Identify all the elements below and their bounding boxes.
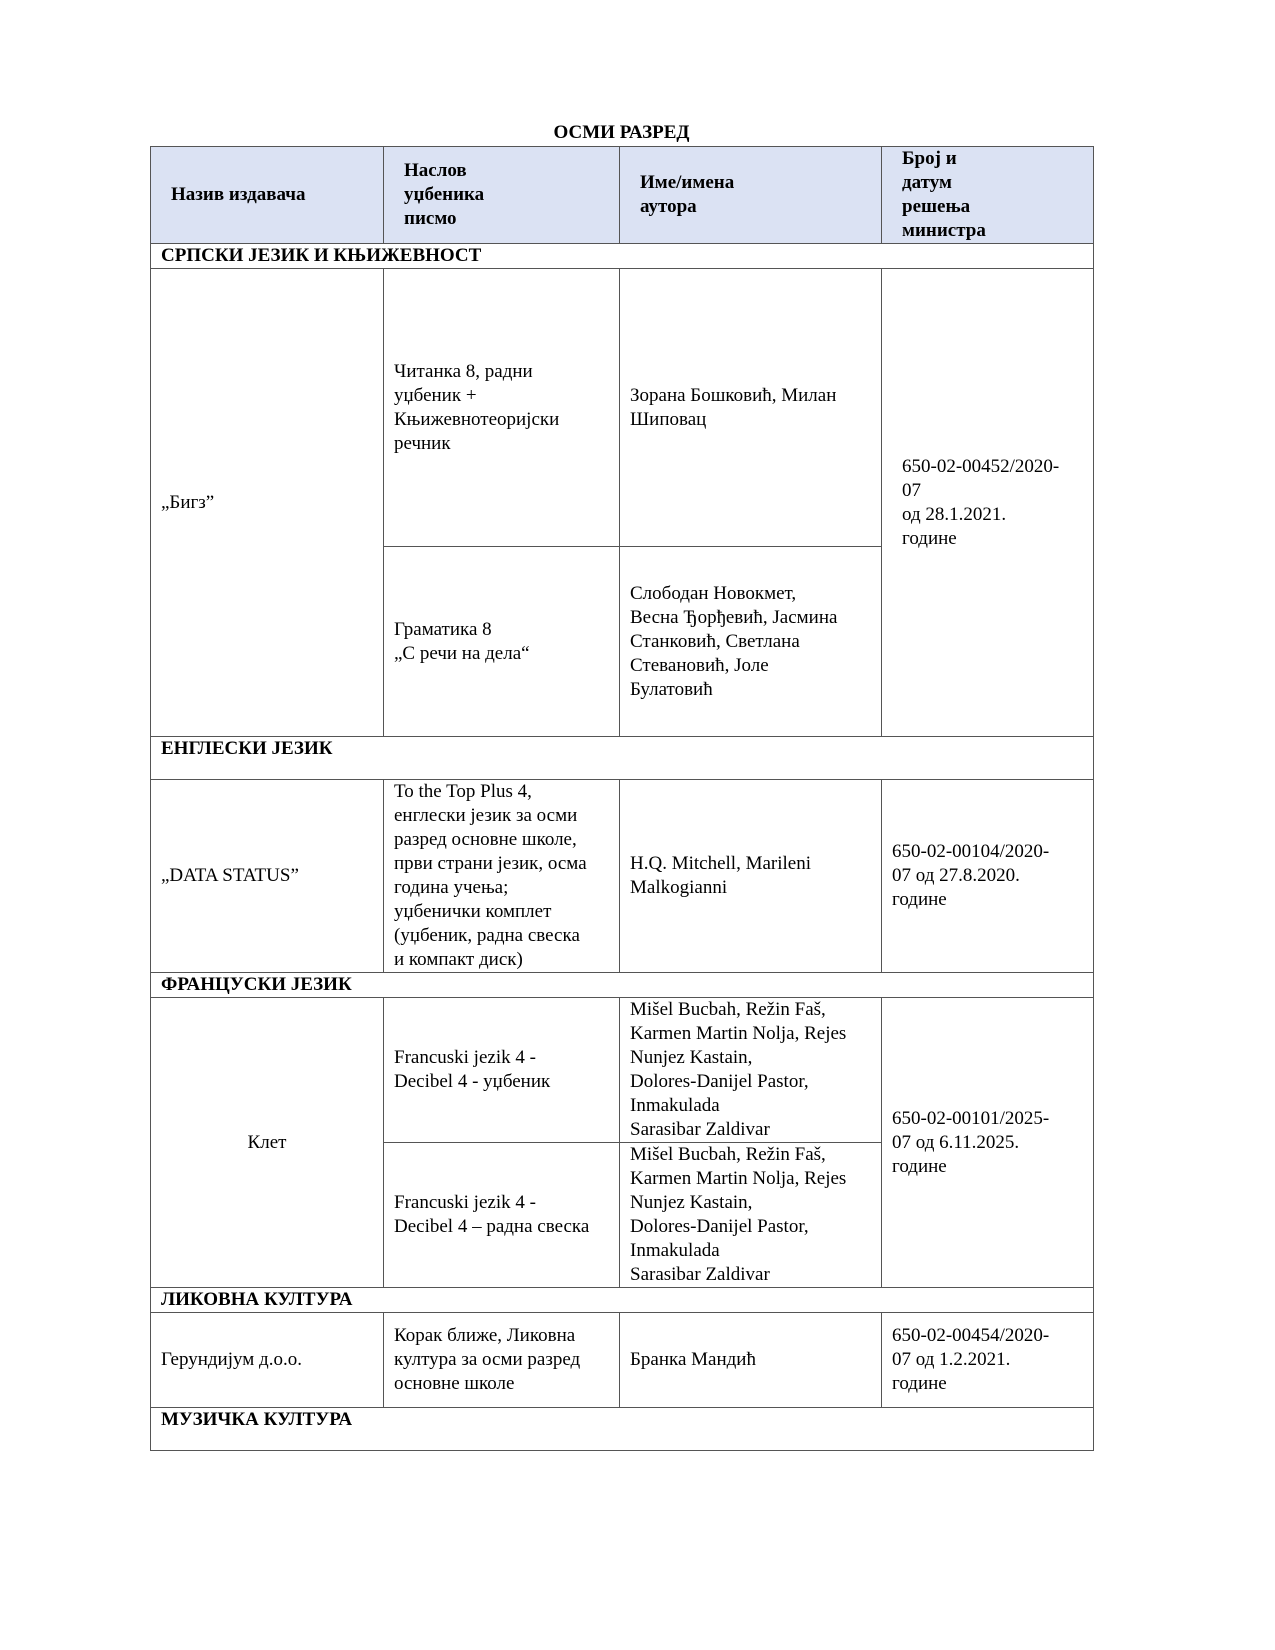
book-cell: Граматика 8 „С речи на дела“ [384,547,620,737]
decision-cell: 650-02-00104/2020- 07 од 27.8.2020. године [882,780,1094,973]
table-row [151,1313,1094,1408]
publisher-cell: Герундијум д.о.о. [151,1313,384,1408]
publisher-cell: Клет [151,998,384,1288]
table-row [151,998,1094,1143]
section-row-serbian [151,244,1094,269]
decision-cell: 650-02-00454/2020- 07 од 1.2.2021. године [882,1313,1094,1408]
authors-cell: Слободан Новокмет, Весна Ђорђевић, Јасмина Станковић, Светлана Стевановић, Јоле Булатовић [620,547,882,737]
book-cell: Francuski jezik 4 - Decibel 4 – радна свеска [384,1143,620,1288]
authors-cell: Mišel Bucbah, Režin Faš, Karmen Martin Nolja, Rejes Nunjez Kastain, Dolores-Danijel Pastor, Inmakulada Sarasibar Zaldivar [620,1143,882,1288]
table-row [151,269,1094,547]
section-title-english: ЕНГЛЕСКИ ЈЕЗИК [151,737,1094,780]
book-cell: Читанка 8, радни уџбеник + Књижевнотеоријски речник [384,269,620,547]
textbook-table [150,146,1094,1451]
section-row-french [151,973,1094,998]
header-decision: Број и датум решења министра [882,147,1094,244]
page-title: ОСМИ РАЗРЕД [553,122,690,143]
table-header-row [151,147,1094,244]
decision-cell: 650-02-00101/2025- 07 од 6.11.2025. године [882,998,1094,1288]
authors-cell: Зорана Бошковић, Милан Шиповац [620,269,882,547]
section-row-music [151,1408,1094,1451]
authors-cell: Mišel Bucbah, Režin Faš, Karmen Martin Nolja, Rejes Nunjez Kastain, Dolores-Danijel Pastor, Inmakulada Sarasibar Zaldivar [620,998,882,1143]
section-title-serbian: СРПСКИ ЈЕЗИК И КЊИЖЕВНОСТ [151,244,1094,269]
section-title-art: ЛИКОВНА КУЛТУРА [151,1288,1094,1313]
book-cell: Francuski jezik 4 - Decibel 4 - уџбеник [384,998,620,1143]
book-cell: To the Top Plus 4, енглески језик за осми разред основне школе, први страни језик, осма година учења; уџбенички комплет (уџбеник, радна свеска и компакт диск) [384,780,620,973]
authors-cell: Бранка Мандић [620,1313,882,1408]
decision-cell: 650-02-00452/2020- 07 од 28.1.2021. године [882,269,1094,737]
section-title-french: ФРАНЦУСКИ ЈЕЗИК [151,973,1094,998]
header-book: Наслов уџбеника писмо [384,147,620,244]
header-publisher: Назив издавача [151,147,384,244]
table-row [151,780,1094,973]
header-authors: Име/имена аутора [620,147,882,244]
section-row-art [151,1288,1094,1313]
authors-cell: H.Q. Mitchell, Marileni Malkogianni [620,780,882,973]
book-cell: Корак ближе, Ликовна култура за осми разред основне школе [384,1313,620,1408]
section-title-music: МУЗИЧКА КУЛТУРА [151,1408,1094,1451]
publisher-cell: „Бигз” [151,269,384,737]
publisher-cell: „DATA STATUS” [151,780,384,973]
section-row-english [151,737,1094,780]
